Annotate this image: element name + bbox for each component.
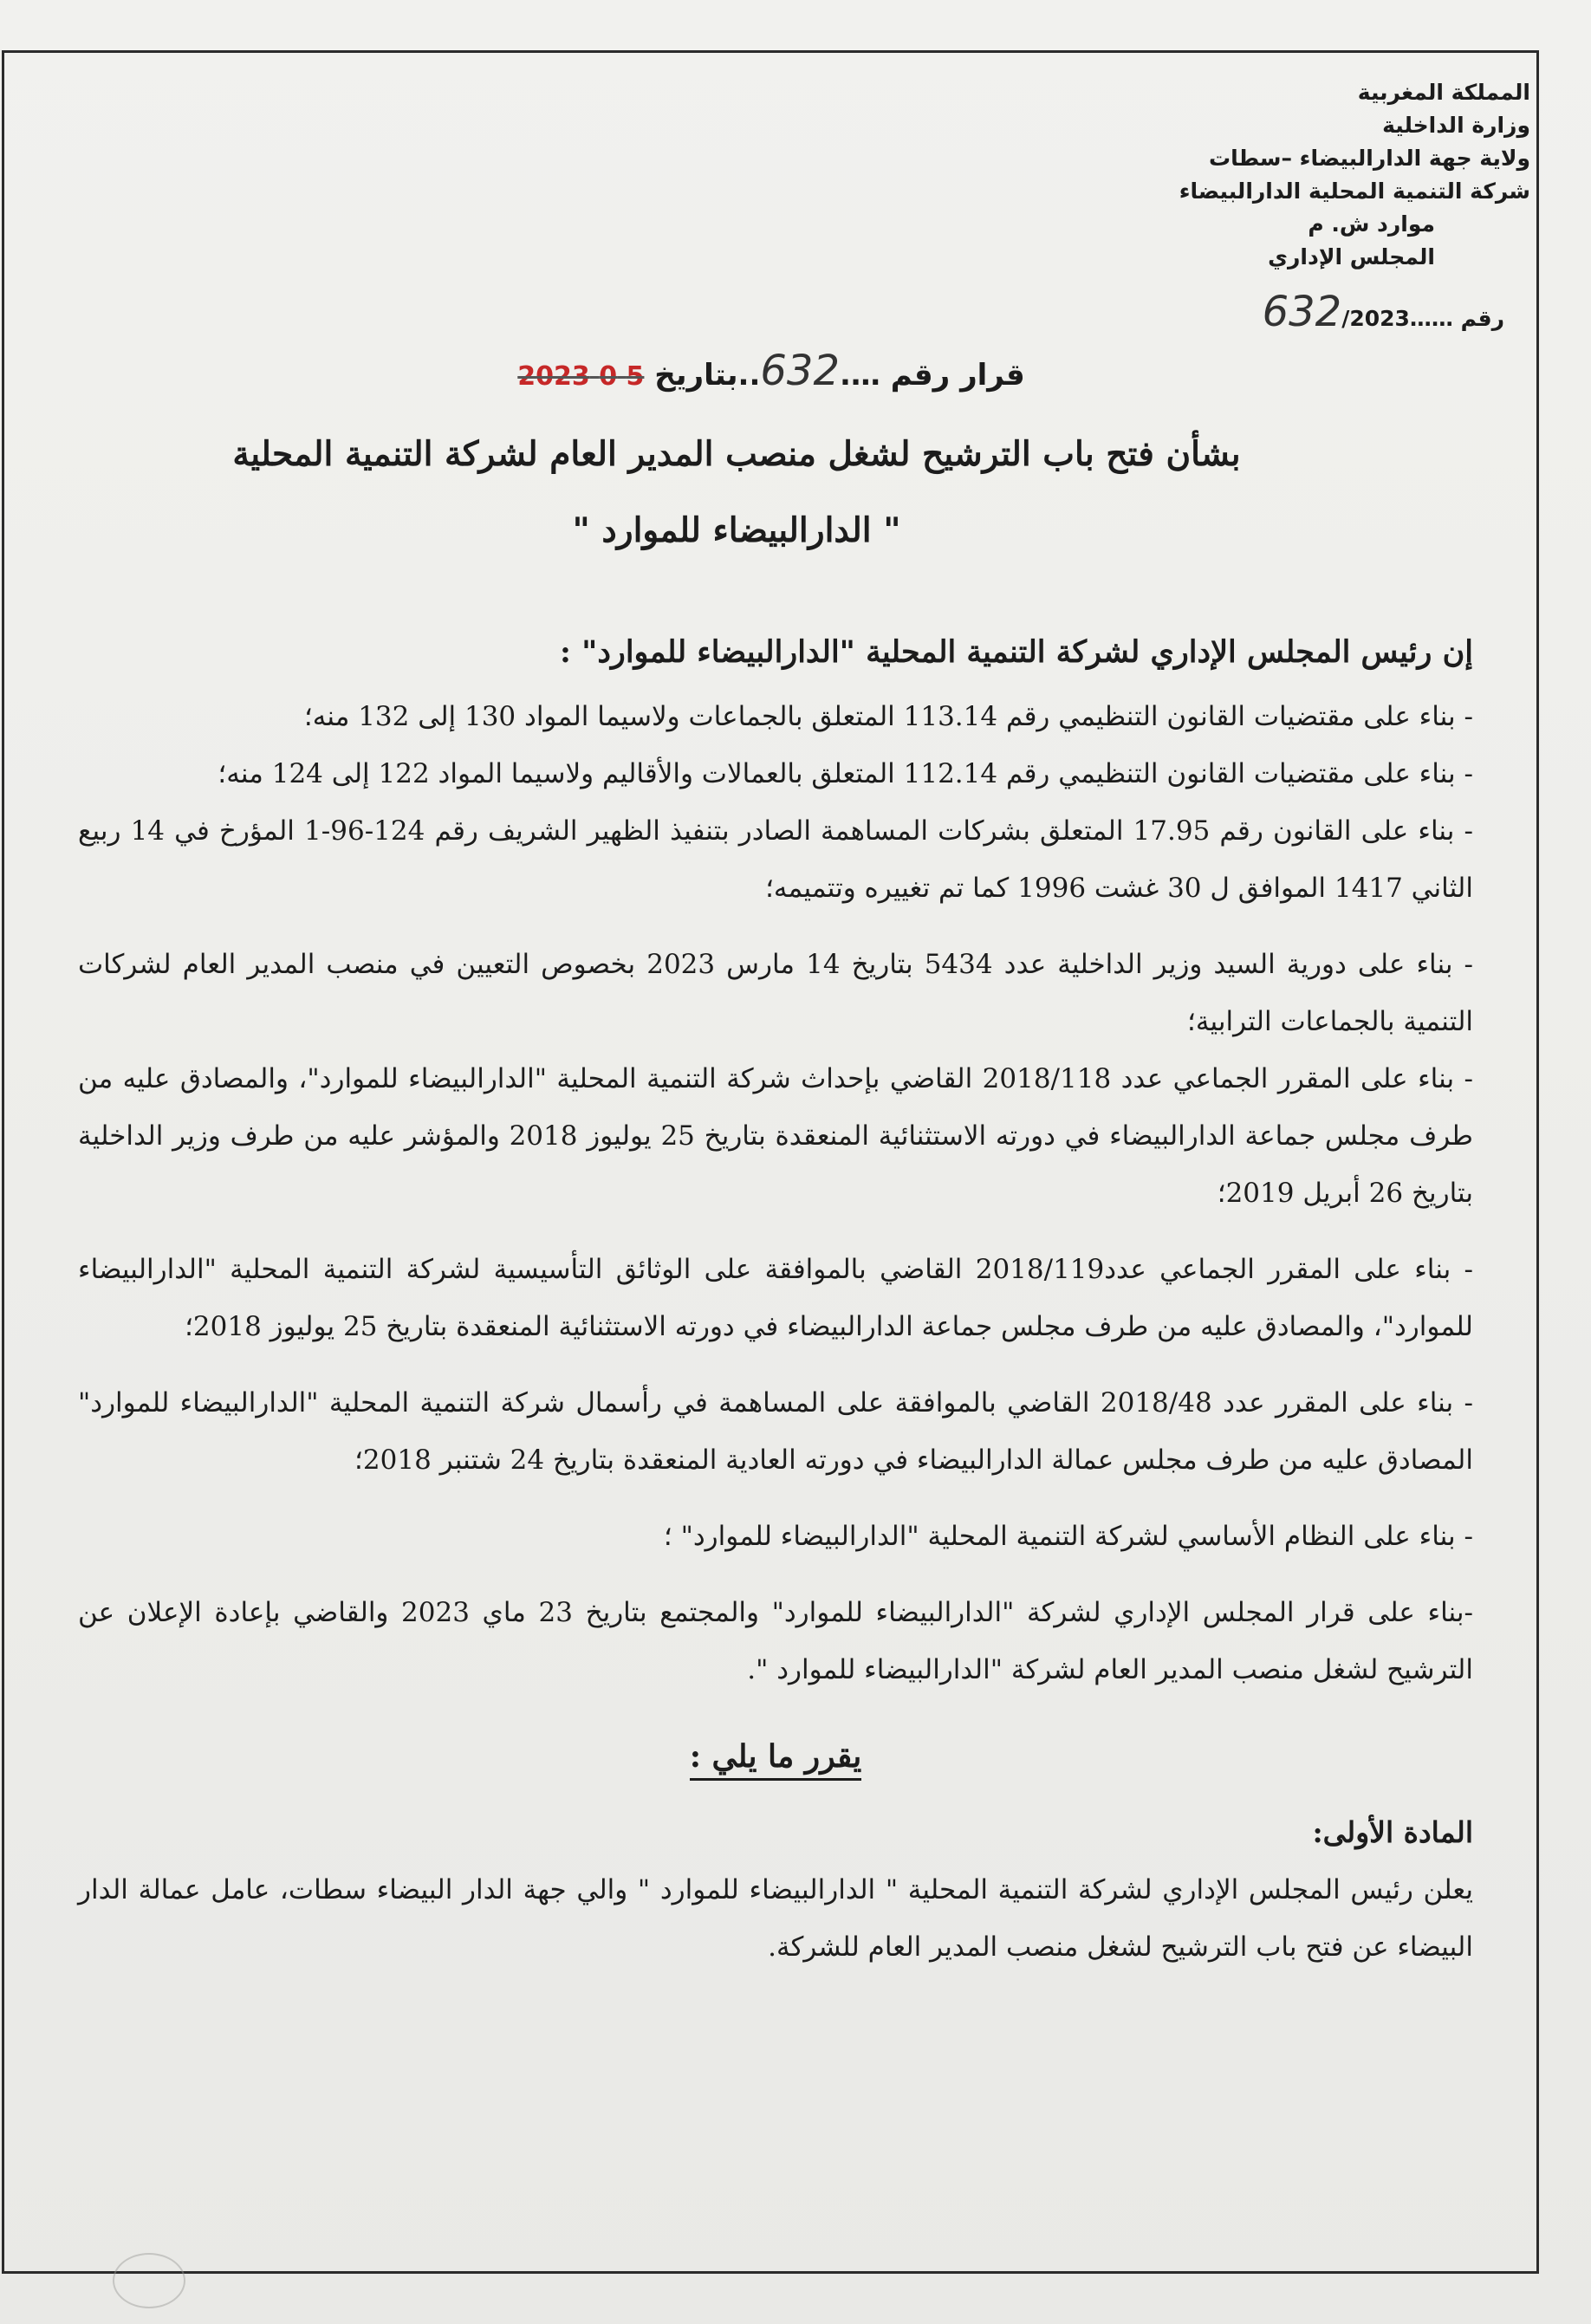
reference-number-year: /2023 <box>1341 306 1410 331</box>
date-stamp: 5 0 2023 <box>517 361 645 392</box>
wilaya-title: ولاية جهة الدارالبيضاء –سطات <box>1209 146 1530 171</box>
decision-date-label: ..بتاريخ <box>654 358 761 393</box>
decision-subject <box>139 416 1334 568</box>
reference-number <box>1263 288 1504 336</box>
recital-item: - بناء على مقتضيات القانون التنظيمي رقم 113.14 المتعلق بالجماعات ولاسيما المواد 130 إلى 132 منه؛ <box>303 701 1473 732</box>
subject-line-1: بشأن فتح باب الترشيح لشغل منصب المدير العام لشركة التنمية المحلية <box>232 434 1241 474</box>
reference-number-handwritten: 632 <box>1262 288 1342 336</box>
kingdom-title: المملكة المغربية <box>1357 80 1530 105</box>
page-scuff-mark <box>113 2253 185 2308</box>
decides-heading <box>78 1728 1473 1785</box>
recital-item: -بناء على قرار المجلس الإداري لشركة "الدارالبيضاء للموارد" والمجتمع بتاريخ 23 ماي 2023 والقاضي بإعادة الإعلان عن الترشيح لشغل منصب المدير العام لشركة "الدارالبيضاء للموارد ". <box>78 1597 1473 1685</box>
decision-heading <box>485 347 1057 395</box>
recital-item: - بناء على القانون رقم 17.95 المتعلق بشركات المساهمة الصادر بتنفيذ الظهير الشريف رقم 124-96-1 المؤرخ في 14 ربيع الثاني 1417 الموافق ل 30 غشت 1996 كما تم تغييره وتتميمه؛ <box>78 815 1473 904</box>
preamble-lead: إن رئيس المجلس الإداري لشركة التنمية المحلية "الدارالبيضاء للموارد" : <box>560 634 1473 670</box>
article-text: يعلن رئيس المجلس الإداري لشركة التنمية المحلية " الدارالبيضاء للموارد " والي جهة الدار البيضاء سطات، عامل عمالة الدار البيضاء عن فتح باب الترشيح لشغل منصب المدير العام للشركة. <box>78 1874 1473 1963</box>
letterhead <box>958 76 1530 274</box>
recital-item: - بناء على مقتضيات القانون التنظيمي رقم 112.14 المتعلق بالعمالات والأقاليم ولاسيما المواد 122 إلى 124 منه؛ <box>218 758 1473 789</box>
recital-item: - بناء على المقرر عدد 2018/48 القاضي بالموافقة على المساهمة في رأسمال شركة التنمية المحلية "الدارالبيضاء للموارد" المصادق عليه من طرف مجلس عمالة الدارالبيضاء في دورته العادية المنعقدة بتاريخ 24 شتنبر 2018؛ <box>78 1387 1473 1476</box>
company-title: شركة التنمية المحلية الدارالبيضاء <box>1179 179 1530 204</box>
subject-line-2: " الدارالبيضاء للموارد " <box>572 510 901 550</box>
recital-item: - بناء على النظام الأساسي لشركة التنمية المحلية "الدارالبيضاء للموارد" ؛ <box>663 1521 1473 1552</box>
decision-number-handwritten: 632 <box>760 347 840 395</box>
decides-text: يقرر ما يلي : <box>690 1738 862 1781</box>
recital-item: - بناء على المقرر الجماعي عدد 2018/118 القاضي بإحداث شركة التنمية المحلية "الدارالبيضاء للموارد"، والمصادق عليه من طرف مجلس جماعة الدارالبيضاء في دورته الاستثنائية المنعقدة بتاريخ 25 يوليوز 2018 والمؤشر عليه من طرف وزير الداخلية بتاريخ 26 أبريل 2019؛ <box>78 1063 1473 1209</box>
reference-number-label: رقم …… <box>1409 306 1504 331</box>
council-title: المجلس الإداري <box>1268 244 1435 269</box>
resources-title: موارد ش. م <box>1308 211 1435 237</box>
ministry-title: وزارة الداخلية <box>1382 113 1530 138</box>
decision-body <box>78 624 1473 1976</box>
recital-item: - بناء على المقرر الجماعي عدد2018/119 القاضي بالموافقة على الوثائق التأسيسية لشركة التنمية المحلية "الدارالبيضاء للموارد"، والمصادق عليه من طرف مجلس جماعة الدارالبيضاء في دورته الاستثنائية المنعقدة بتاريخ 25 يوليوز 2018؛ <box>78 1254 1473 1342</box>
article-title: المادة الأولى: <box>1312 1815 1473 1849</box>
recital-item: - بناء على دورية السيد وزير الداخلية عدد 5434 بتاريخ 14 مارس 2023 بخصوص التعيين في منصب المدير العام لشركات التنمية بالجماعات الترابية؛ <box>78 949 1473 1037</box>
decision-prefix: قرار رقم …. <box>839 358 1025 393</box>
